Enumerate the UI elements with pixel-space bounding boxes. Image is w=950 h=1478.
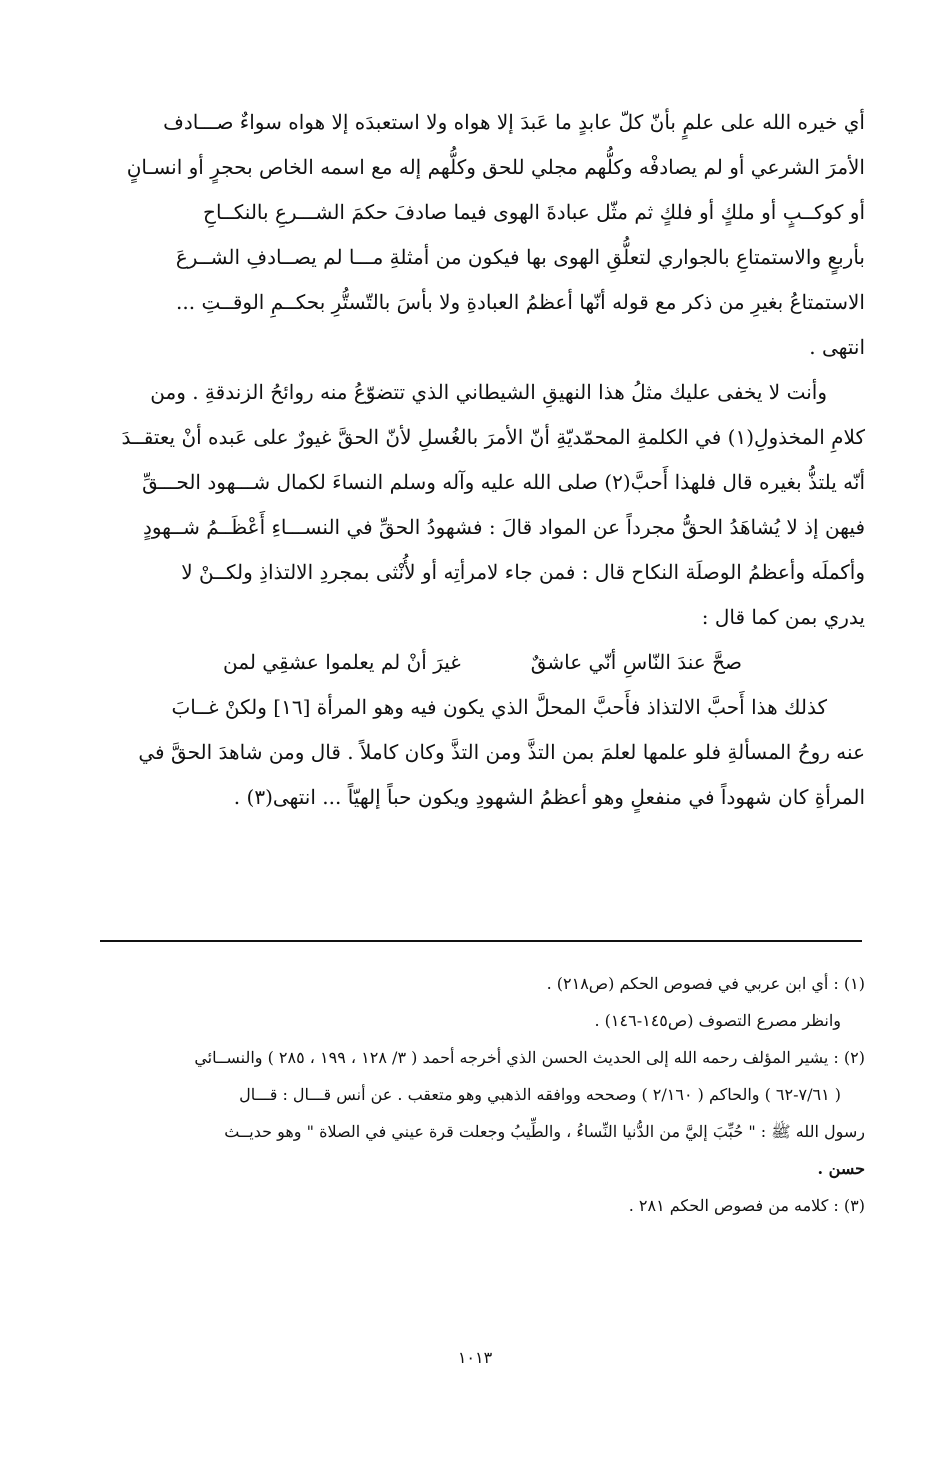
footnote-divider: [100, 940, 862, 942]
text-line: أو كوكــبٍ أو ملكٍ أو فلكٍ ثم مثّل عبادةَ الهوى فيما صادفَ حكمَ الشـــرعِ بالنكــاحِ: [203, 200, 865, 224]
footnote-2-line: ( ٧/٦١-٦٢ ) والحاكم ( ٢/١٦٠ ) وصححه ووافقه الذهبي وهو متعقب . عن أنس قـــال : قـــال: [239, 1085, 841, 1104]
verse-first-hemistich: صحَّ عندَ النّاسِ أنّي عاشقٌ: [530, 650, 742, 674]
text-line: عنه روحُ المسألةِ فلو علمها لعلمَ بمن التذَّ ومن التذَّ وكان كاملاً . قال ومن شاهدَ الحقَّ في: [138, 740, 865, 764]
text-line: الاستمتاعُ بغيرِ من ذكر مع قوله أنّها أعظمُ العبادةِ ولا بأسَ بالتّستُّرِ بحكــمِ الوقــتِ ...: [176, 290, 865, 314]
paragraph-3: [100, 685, 865, 820]
text-line: أنّه يلتذُّ بغيره قال فلهذا أَحبَّ(٢) صلى الله عليه وآله وسلم النساءَ لكمال شـــهود الحـــقِّ: [142, 470, 865, 494]
footnote-2-line: (٢) : يشير المؤلف رحمه الله إلى الحديث الحسن الذي أخرجه أحمد ( ٣/ ١٢٨ ، ١٩٩ ، ٢٨٥ ) والنســائي: [194, 1048, 865, 1067]
verse-second-hemistich: غيرَ أنْ لم يعلموا عشقِي لمن: [223, 650, 461, 674]
text-line: بأربعٍ والاستمتاعِ بالجواري لتعلُّقِ الهوى بها فيكون من أمثلةِ مـــا لم يصــادفِ الشــرعَ: [175, 245, 865, 269]
text-line: فيهن إذ لا يُشاهَدُ الحقُّ مجرداً عن المواد قالَ : فشهودُ الحقِّ في النســـاءِ أَعْظَــمُ شــهودٍ: [142, 515, 865, 539]
text-line: انتهى .: [809, 335, 865, 359]
footnotes: [100, 965, 865, 1224]
text-line: الأمرَ الشرعي أو لم يصادفْه وكلُّهم مجلي للحق وكلُّهم إله مع اسمه الخاص بحجرٍ أو انسـانٍ: [126, 155, 865, 179]
text-line: كلامِ المخذولِ(١) في الكلمةِ المحمّديّةِ أنّ الأمرَ بالغُسلِ لأنّ الحقَّ غيورٌ على عَبده أنْ يعتقــدَ: [121, 425, 865, 449]
footnote-2-line: حسن .: [817, 1159, 865, 1178]
main-text: [100, 100, 865, 820]
text-line: أي خيره الله على علمٍ بأنّ كلّ عابدٍ ما عَبدَ إلا هواه ولا استعبدَه إلا هواه سواءٌ صـــادف: [163, 110, 865, 134]
paragraph-2: [100, 370, 865, 640]
text-line: كذلك هذا أَحبَّ الالتذاذ فأَحبَّ المحلَّ الذي يكون فيه وهو المرأة [١٦] ولكنْ غــابَ: [171, 695, 827, 719]
footnote-3: (٣) : كلامه من فصوص الحكم ٢٨١ .: [628, 1196, 865, 1215]
poetry-verse: [100, 640, 865, 685]
footnote-1-continuation: وانظر مصرع التصوف (ص١٤٥-١٤٦) .: [594, 1011, 841, 1030]
text-line: المرأةِ كان شهوداً في منفعلٍ وهو أعظمُ الشهودِ ويكون حباً إلهيّاً ... انتهى(٣) .: [233, 785, 865, 809]
footnote-1: (١) : أي ابن عربي في فصوص الحكم (ص٢١٨) .: [546, 974, 865, 993]
page-number: ١٠١٣: [457, 1348, 493, 1367]
paragraph-1: [100, 100, 865, 370]
footnote-2-line: رسول الله ﷺ : " حُبِّبَ إليَّ من الدُّنيا النِّساءُ ، والطِّيبُ وجعلت قرة عيني في الصلاة " وهو حديــث: [224, 1122, 865, 1141]
text-line: وأكملَه وأعظمُ الوصلَة النكاح قال : فمن جاء لامرأتِه أو لأُنْثى بمجردِ الالتذاذِ ولكــنْ لا: [181, 560, 865, 584]
text-line: يدري بمن كما قال :: [701, 605, 865, 629]
text-line: وأنت لا يخفى عليك مثلُ هذا النهيقِ الشيطاني الذي تتضوّعُ منه روائحُ الزندقةِ . ومن: [150, 380, 827, 404]
